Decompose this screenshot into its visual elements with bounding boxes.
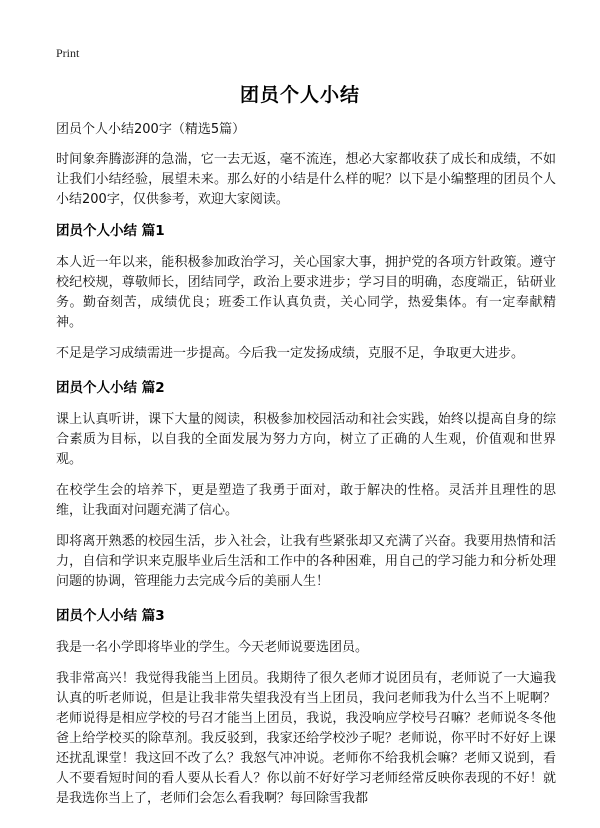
document-subtitle: 团员个人小结200字（精选5篇）: [56, 122, 246, 137]
section-paragraph: 我是一名小学即将毕业的学生。今天老师说要选团员。: [56, 640, 369, 655]
intro-paragraph: 时间象奔腾澎湃的急湍，它一去无返，毫不流连，想必大家都收获了成长和成绩，不如让我们小结经验，展望未来。那么好的小结是什么样的呢？以下是小编整理的团员个人小结200字，仅供参考，欢迎大家阅读。: [56, 152, 556, 207]
section-paragraph: 在校学生会的培养下，更是塑造了我勇于面对，敢于解决的性格。灵活并且理性的思维，让我面对问题充满了信心。: [56, 483, 556, 518]
section-paragraph: 本人近一年以来，能积极参加政治学习，关心国家大事，拥护党的各项方针政策。遵守校纪校规，尊敬师长，团结同学，政治上要求进步；学习目的明确，态度端正，钻研业务。勤奋刻苦，成绩优良；班委工作认真负责，关心同学，热爱集体。有一定奉献精神。: [56, 255, 556, 330]
section-2: [56, 378, 556, 592]
section-heading: 团员个人小结 篇2: [56, 380, 165, 396]
section-3: [56, 606, 556, 809]
section-heading: 团员个人小结 篇1: [56, 223, 165, 239]
section-1: [56, 221, 556, 364]
section-paragraph: 我非常高兴！我觉得我能当上团员。我期待了很久老师才说团员有，老师说了一大遍我认真的听老师说，但是让我非常失望我没有当上团员，我问老师我为什么当不上呢啊？老师说得是相应学校的号召才能当上团员，我说，我没响应学校号召嘛？老师说冬冬他爸上给学校买的除草剂。我反驳到，我家还给学校沙子呢？老师说，你平时不好好上课还扰乱课堂！我这回不改了么？我怒气冲冲说。老师你不给我机会嘛？老师又说到，看人不要看短时间的看人要从长看人？你以前不好好学习老师经常反映你表现的不好！就是我选你当上了，老师们会怎么看我啊？每回除雪我都: [56, 671, 556, 806]
section-paragraph: 课上认真听讲，课下大量的阅读，积极参加校园活动和社会实践，始终以提高自身的综合素质为目标，以自我的全面发展为努力方向，树立了正确的人生观，价值观和世界观。: [56, 412, 556, 467]
document-body: [56, 120, 556, 820]
section-paragraph: 不足是学习成绩需进一步提高。今后我一定发扬成绩，克服不足，争取更大进步。: [56, 346, 525, 361]
page-title: 团员个人小结: [239, 84, 360, 106]
section-paragraph: 即将离开熟悉的校园生活，步入社会，让我有些紧张却又充满了兴奋。我要用热情和活力，自信和学识来克服毕业后生活和工作中的各种困难，用自己的学习能力和分析处理问题的协调，管理能力去完成今后的美丽人生！: [56, 534, 556, 589]
section-heading: 团员个人小结 篇3: [56, 608, 165, 624]
print-link[interactable]: Print: [56, 46, 80, 60]
